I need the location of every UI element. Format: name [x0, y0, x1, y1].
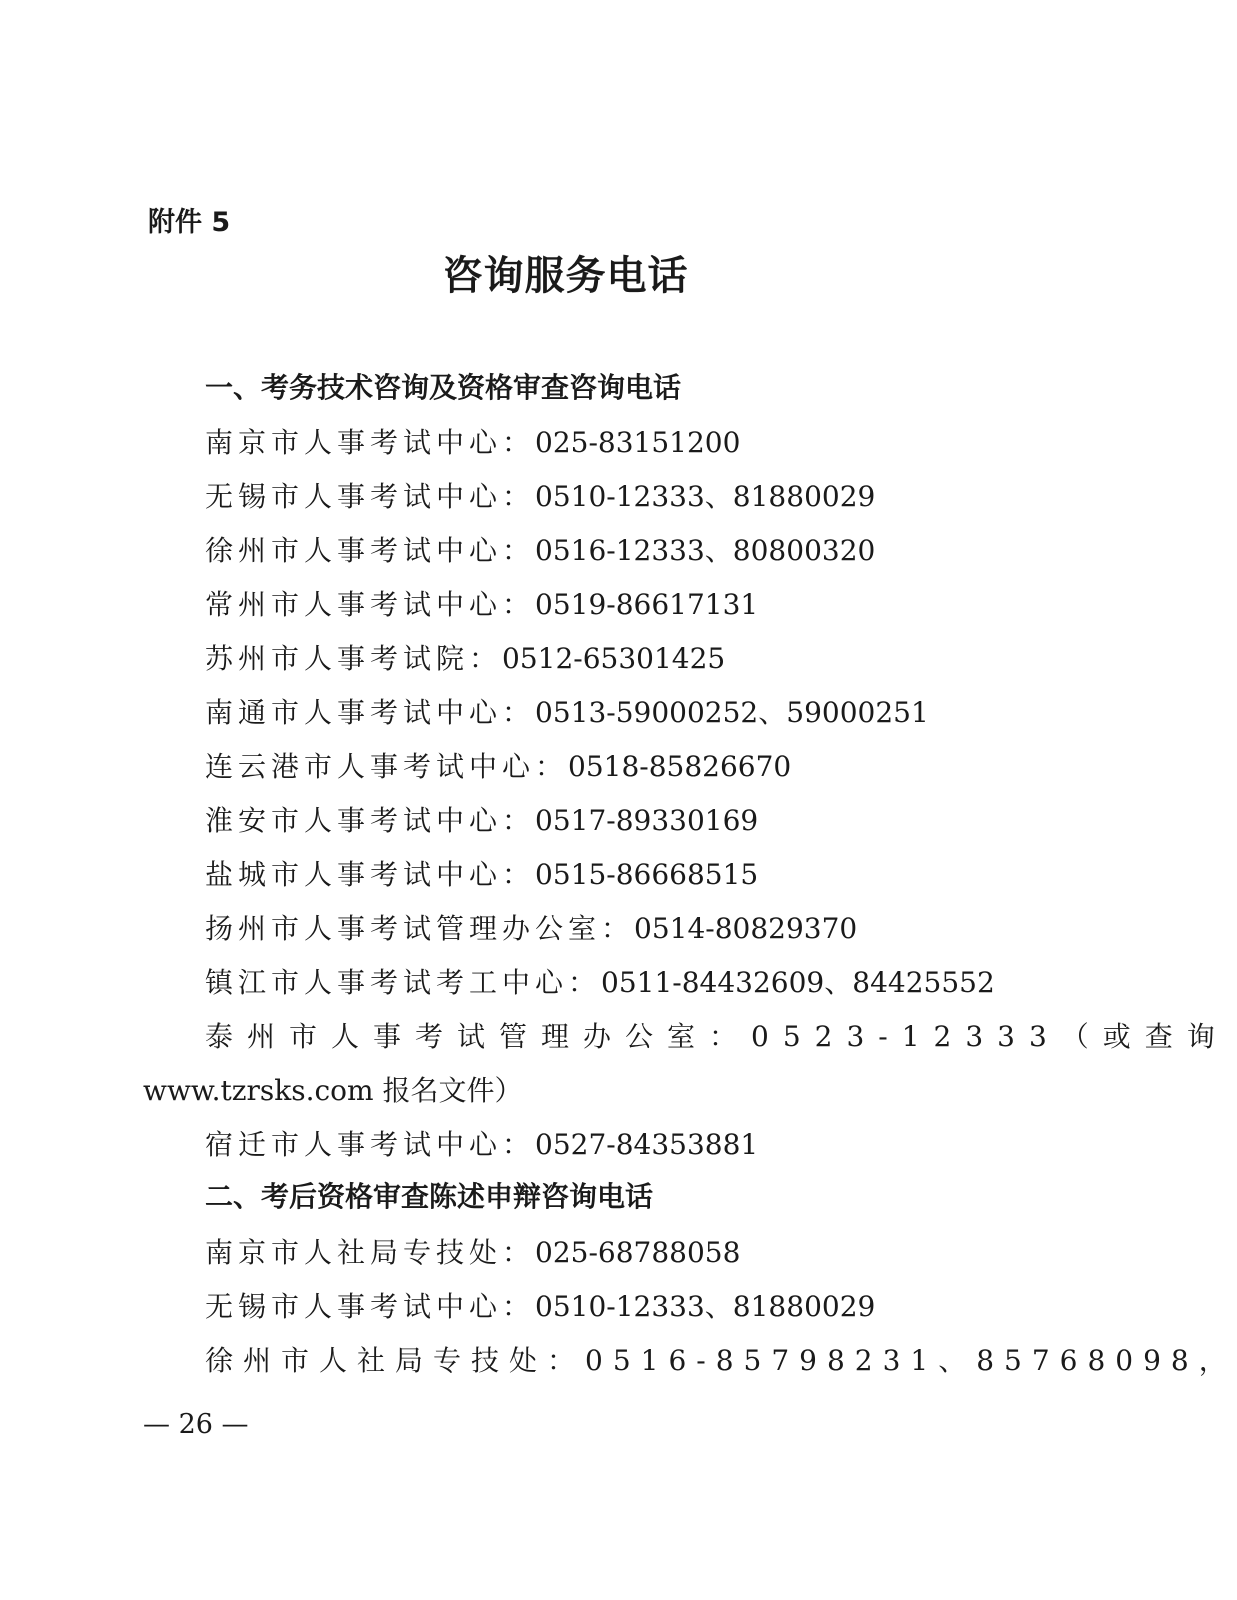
taizhou-line: 泰州市人事考试管理办公室：0523-12333（或查询 — [205, 1020, 1229, 1053]
contact-line: 扬州市人事考试管理办公室：0514-80829370 — [205, 912, 858, 945]
section1-heading: 一、考务技术咨询及资格审查咨询电话 — [205, 371, 682, 404]
contact-line: 徐州市人事考试中心：0516-12333、80800320 — [205, 534, 876, 567]
contact-line: 南通市人事考试中心：0513-59000252、59000251 — [205, 696, 929, 729]
contact-line: 苏州市人事考试院：0512-65301425 — [205, 642, 726, 675]
contact-line: 淮安市人事考试中心：0517-89330169 — [205, 804, 759, 837]
section2-heading: 二、考后资格审查陈述申辩咨询电话 — [205, 1180, 654, 1213]
page-title: 咨询服务电话 — [442, 253, 689, 299]
contact-line: 南京市人事考试中心：025-83151200 — [205, 426, 741, 459]
contact-line: 南京市人社局专技处：025-68788058 — [205, 1236, 741, 1269]
attachment-label: 附件 5 — [148, 207, 231, 238]
page-number: — 26 — — [143, 1409, 249, 1440]
contact-line: 无锡市人事考试中心：0510-12333、81880029 — [205, 1290, 876, 1323]
contact-line: 常州市人事考试中心：0519-86617131 — [205, 588, 759, 621]
contact-line: 连云港市人事考试中心：0518-85826670 — [205, 750, 792, 783]
contact-line: 无锡市人事考试中心：0510-12333、81880029 — [205, 480, 876, 513]
xuzhou-line: 徐州市人社局专技处：0516-85798231、85768098， — [205, 1344, 1237, 1377]
contact-line: 镇江市人事考试考工中心：0511-84432609、84425552 — [205, 966, 995, 999]
taizhou-website-line: www.tzrsks.com 报名文件） — [143, 1074, 523, 1107]
contact-line: 盐城市人事考试中心：0515-86668515 — [205, 858, 759, 891]
contact-line: 宿迁市人事考试中心：0527-84353881 — [205, 1128, 759, 1161]
